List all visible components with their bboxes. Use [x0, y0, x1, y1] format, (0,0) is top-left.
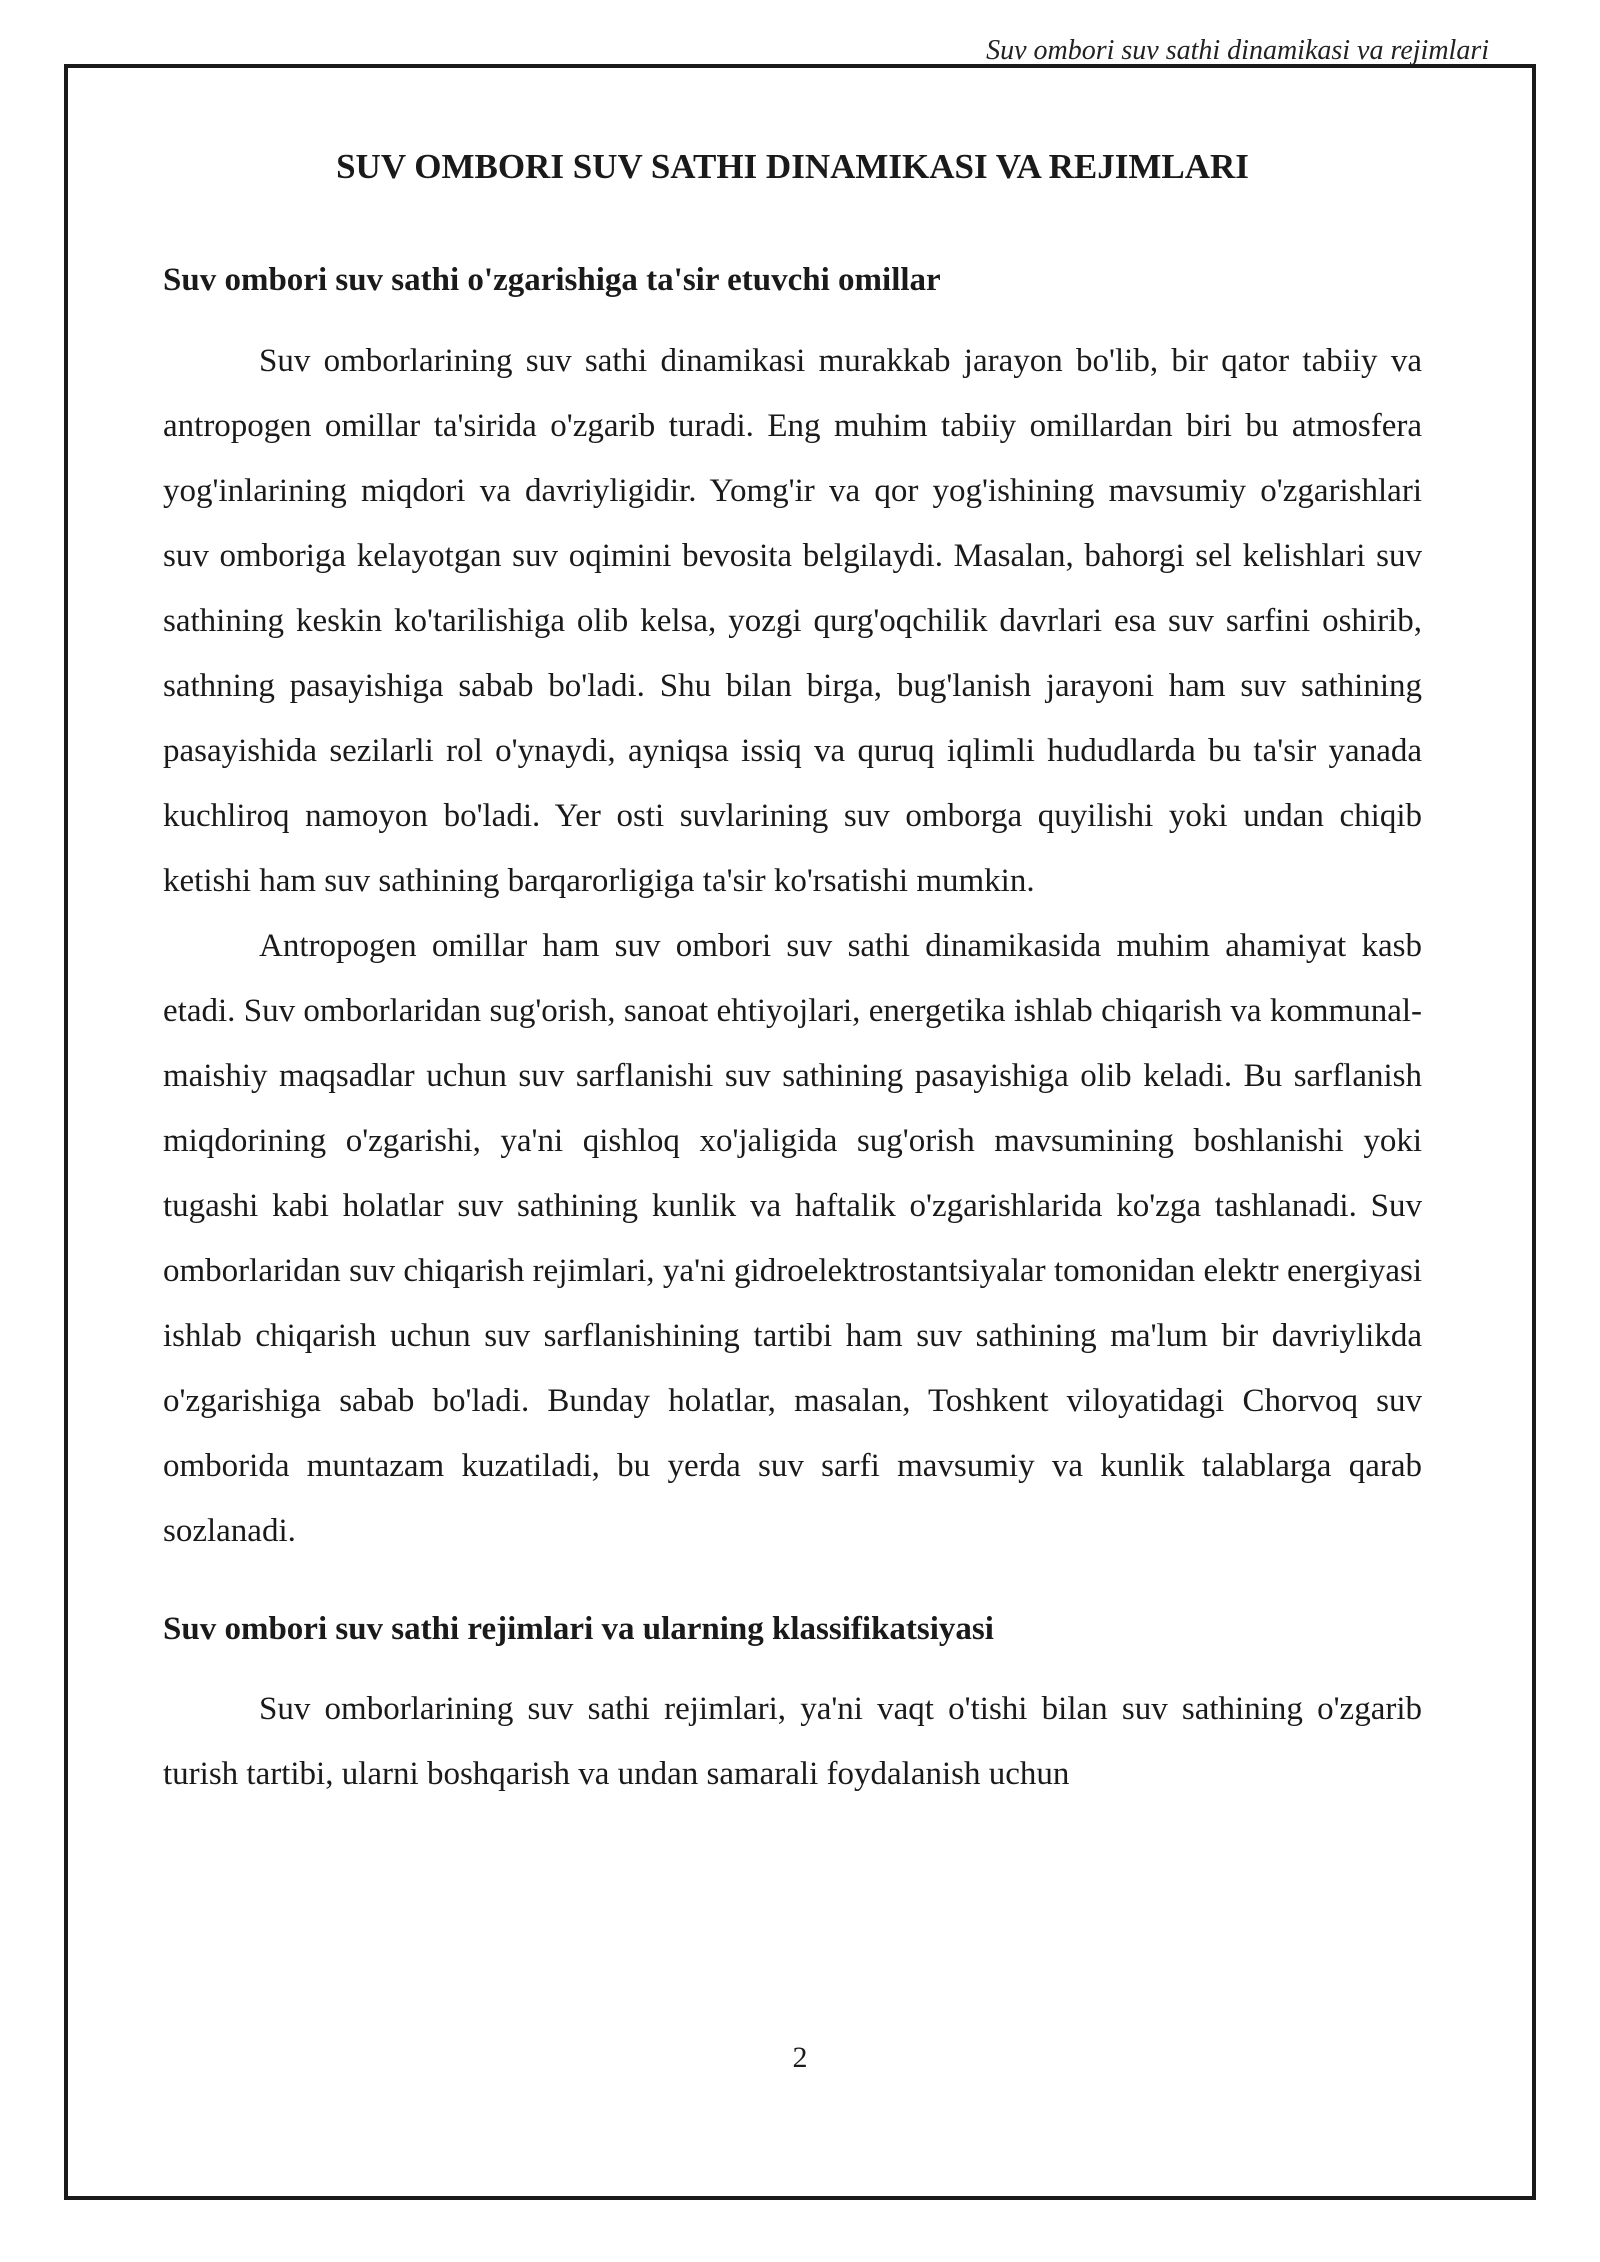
- running-header: Suv ombori suv sathi dinamikasi va rejimlari: [986, 35, 1489, 66]
- paragraph: Antropogen omillar ham suv ombori suv sathi dinamikasida muhim ahamiyat kasb etadi. Suv omborlaridan sug'orish, sanoat ehtiyojlari, energetika ishlab chiqarish va kommunal-maishiy maqsadlar uchun suv sarflanishi suv sathining pasayishiga olib keladi. Bu sarflanish miqdorining o'zgarishi, ya'ni qishloq xo'jaligida sug'orish mavsumining boshlanishi yoki tugashi kabi holatlar suv sathining kunlik va haftalik o'zgarishlarida ko'zga tashlanadi. Suv omborlaridan suv chiqarish rejimlari, ya'ni gidroelektrostantsiyalar tomonidan elektr energiyasi ishlab chiqarish uchun suv sarflanishining tartibi ham suv sathining ma'lum bir davriylikda o'zgarishiga sabab bo'ladi. Bunday holatlar, masalan, Toshkent viloyatidagi Chorvoq suv omborida muntazam kuzatiladi, bu yerda suv sarfi mavsumiy va kunlik talablarga qarab sozlanadi.: [163, 927, 1422, 1549]
- section-heading: Suv ombori suv sathi o'zgarishiga ta'sir etuvchi omillar: [163, 262, 941, 298]
- section-heading: Suv ombori suv sathi rejimlari va ularning klassifikatsiyasi: [163, 1610, 994, 1647]
- page-number: 2: [792, 2041, 808, 2074]
- document-body: [163, 146, 1422, 1807]
- paragraph: Suv omborlarining suv sathi rejimlari, ya'ni vaqt o'tishi bilan suv sathining o'zgarib turish tartibi, ularni boshqarish va undan samarali foydalanish uchun: [163, 1691, 1422, 1793]
- paragraph: Suv omborlarining suv sathi dinamikasi murakkab jarayon bo'lib, bir qator tabiiy va antropogen omillar ta'sirida o'zgarib turadi. Eng muhim tabiiy omillardan biri bu atmosfera yog'inlarining miqdori va davriyligidir. Yomg'ir va qor yog'ishining mavsumiy o'zgarishlari suv omboriga kelayotgan suv oqimini bevosita belgilaydi. Masalan, bahorgi sel kelishlari suv sathining keskin ko'tarilishiga olib kelsa, yozgi qurg'oqchilik davrlari esa suv sarfini oshirib, sathning pasayishiga sabab bo'ladi. Shu bilan birga, bug'lanish jarayoni ham suv sathining pasayishida sezilarli rol o'ynaydi, ayniqsa issiq va quruq iqlimli hududlarda bu ta'sir yanada kuchliroq namoyon bo'ladi. Yer osti suvlarining suv omborga quyilishi yoki undan chiqib ketishi ham suv sathining barqarorligiga ta'sir ko'rsatishi mumkin.: [163, 342, 1422, 899]
- document-title: SUV OMBORI SUV SATHI DINAMIKASI VA REJIMLARI: [336, 147, 1249, 186]
